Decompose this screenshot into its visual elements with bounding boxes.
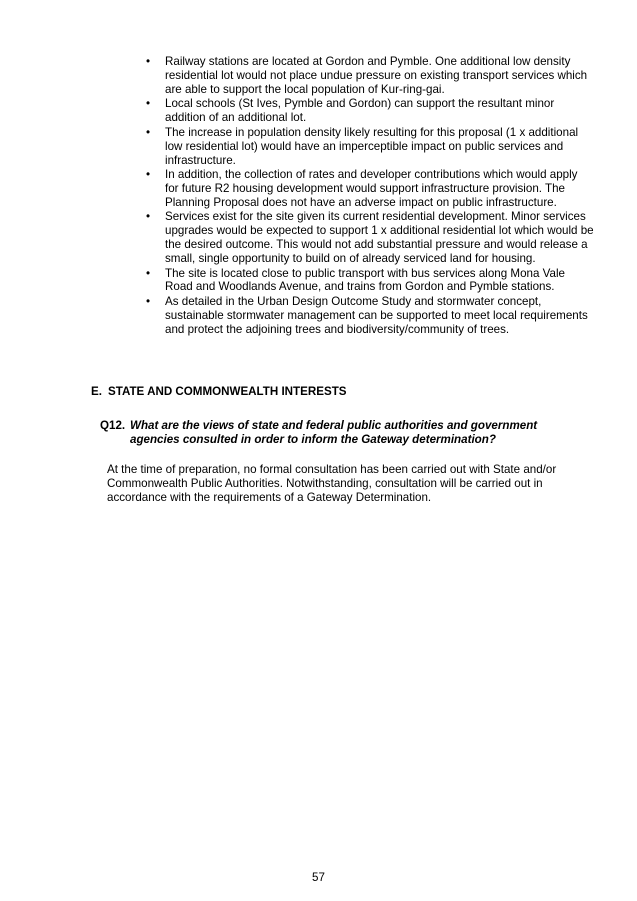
bullet-icon: • bbox=[146, 210, 151, 224]
bullet-icon: • bbox=[146, 97, 151, 111]
list-item-text: Railway stations are located at Gordon and Pymble. One additional low density residential lot would not place undue pressure on existing transport services which are able to support the local population of Kur-ring-gai. bbox=[165, 55, 588, 96]
list-item-text: Services exist for the site given its current residential development. Minor services upgrades would be expected to support 1 x additional residential lot which would be the desired outcome. This would not add substantial pressure and would release a small, single opportunity to build on of already serviced land for housing. bbox=[165, 210, 594, 266]
answer-paragraph: At the time of preparation, no formal consultation has been carried out with State and/or Commonwealth Public Authorities. Notwithstanding, consultation will be carried out in accordance with the requirements of a Gateway Determination. bbox=[107, 463, 557, 504]
bullet-icon: • bbox=[146, 125, 151, 139]
bullet-list bbox=[144, 55, 594, 337]
bullet-icon: • bbox=[146, 168, 151, 182]
list-item bbox=[144, 97, 594, 125]
list-item bbox=[144, 168, 594, 210]
question-text: What are the views of state and federal public authorities and government agencies consulted in order to inform the Gateway determination? bbox=[130, 419, 538, 446]
bullet-icon: • bbox=[146, 294, 151, 308]
list-item bbox=[144, 126, 594, 168]
list-item bbox=[144, 295, 594, 337]
question-block bbox=[100, 419, 580, 447]
list-item-text: The site is located close to public transport with bus services along Mona Vale Road and Woodlands Avenue, and trains from Gordon and Pymble stations. bbox=[165, 266, 565, 294]
question-number: Q12. bbox=[100, 419, 126, 432]
section-title: STATE AND COMMONWEALTH INTERESTS bbox=[108, 385, 347, 398]
list-item-text: As detailed in the Urban Design Outcome Study and stormwater concept, sustainable stormwater management can be supported to meet local requirements and protect the adjoining trees and biodiversity/community of trees. bbox=[165, 294, 588, 336]
list-item-text: In addition, the collection of rates and developer contributions which would apply for future R2 housing development would support infrastructure provision. The Planning Proposal does not have an adverse impact on public infrastructure. bbox=[165, 168, 578, 209]
list-item-text: Local schools (St Ives, Pymble and Gordon) can support the resultant minor addition of an additional lot. bbox=[165, 97, 555, 125]
list-item-text: The increase in population density likely resulting for this proposal (1 x additional low residential lot) would have an imperceptible impact on public services and infrastructure. bbox=[165, 125, 579, 167]
section-letter: E. bbox=[91, 385, 102, 398]
list-item bbox=[144, 55, 594, 97]
bullet-icon: • bbox=[146, 55, 151, 68]
page-number: 57 bbox=[312, 871, 325, 884]
bullet-icon: • bbox=[146, 266, 151, 280]
section-heading bbox=[91, 385, 347, 399]
list-item bbox=[144, 267, 594, 295]
list-item bbox=[144, 210, 594, 266]
